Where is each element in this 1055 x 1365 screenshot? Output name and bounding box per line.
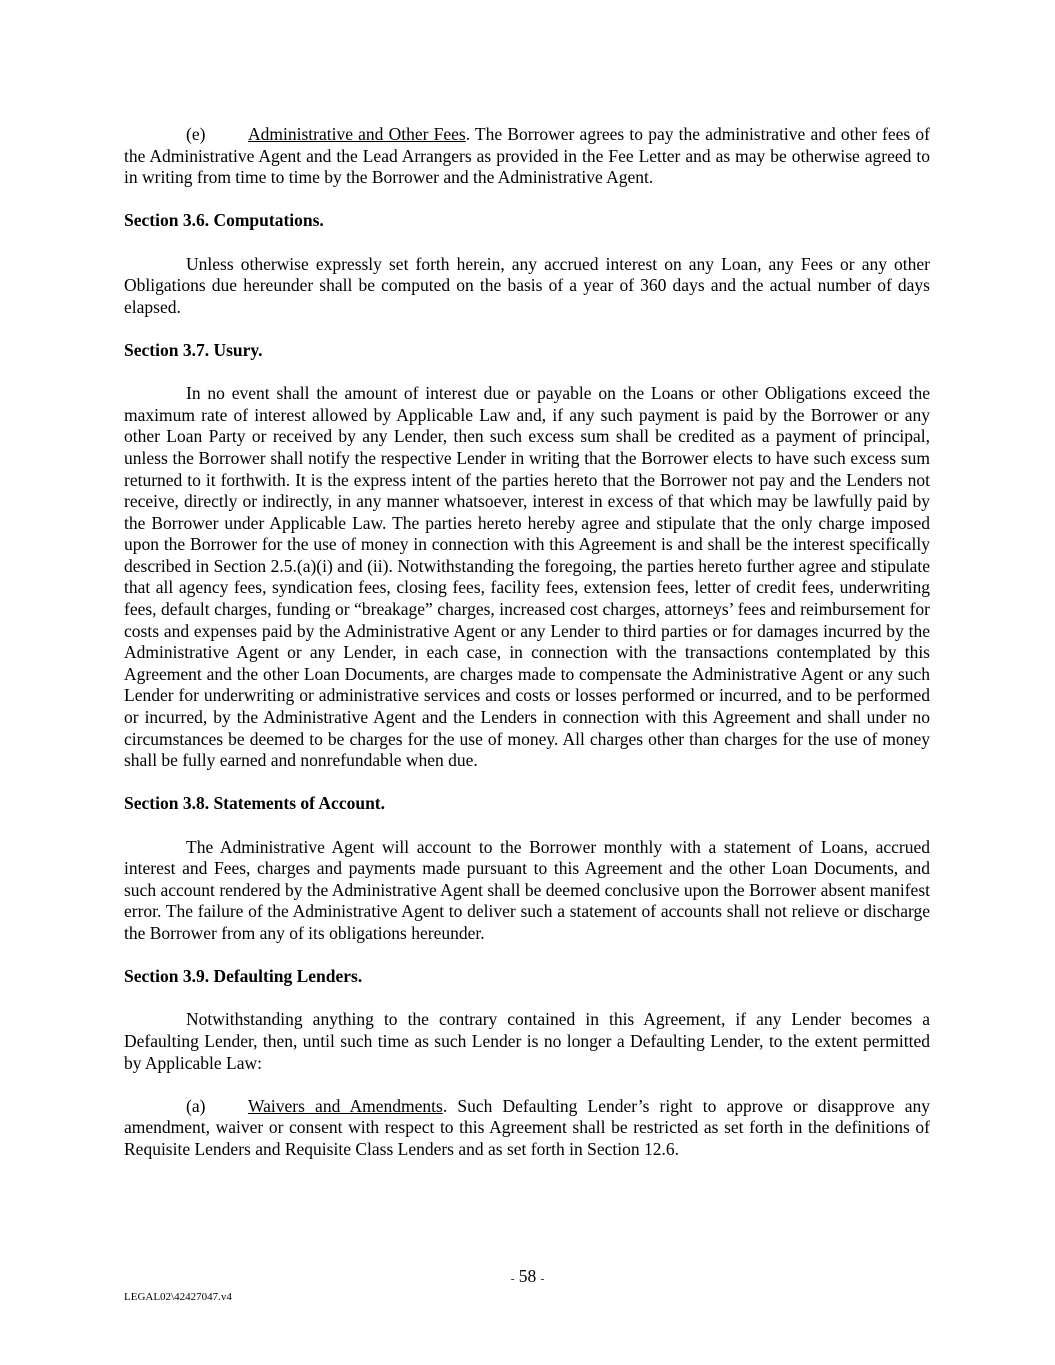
paragraph-a-label: (a) xyxy=(186,1095,206,1116)
page-number-value: 58 xyxy=(518,1266,537,1286)
paragraph-e xyxy=(124,124,930,189)
paragraph-e-title: Administrative and Other Fees xyxy=(248,124,466,144)
page-number-dash-left: - xyxy=(510,1273,515,1285)
paragraph-a-text: . Such Defaulting Lender’s right to approve or disapprove any amendment, waiver or consent with respect to this Agreement shall be restricted as set forth in the definitions of Requisite Lenders and Requisite Class Lenders and as set forth in Section 12.6. xyxy=(124,1095,930,1159)
section-3-7-body: In no event shall the amount of interest due or payable on the Loans or other Obligations exceed the maximum rate of interest allowed by Applicable Law and, if any such payment is paid by the Borrower or any other Loan Party or received by any Lender, then such excess sum shall be credited as a payment of principal, unless the Borrower shall notify the respective Lender in writing that the Borrower elects to have such excess sum returned to it forthwith. It is the express intent of the parties hereto that the Borrower not pay and the Lenders not receive, directly or indirectly, in any manner whatsoever, interest in excess of that which may be lawfully paid by the Borrower under Applicable Law. The parties hereto hereby agree and stipulate that the only charge imposed upon the Borrower for the use of money in connection with this Agreement is and shall be the interest specifically described in Section 2.5.(a)(i) and (ii). Notwithstanding the foregoing, the parties hereto further agree and stipulate that all agency fees, syndication fees, closing fees, facility fees, extension fees, letter of credit fees, underwriting fees, default charges, funding or “breakage” charges, increased cost charges, attorneys’ fees and reimbursement for costs and expenses paid by the Administrative Agent or any Lender to third parties or for damages incurred by the Administrative Agent or any Lender, in each case, in connection with the transactions contemplated by this Agreement and the other Loan Documents, are charges made to compensate the Administrative Agent or any such Lender for underwriting or administrative services and costs or losses performed or incurred, and to be performed or incurred, by the Administrative Agent and the Lenders in connection with this Agreement and shall under no circumstances be deemed to be charges for the use of money. All charges other than charges for the use of money shall be fully earned and nonrefundable when due. xyxy=(124,383,930,771)
document-page xyxy=(124,124,930,1161)
document-id: LEGAL02\42427047.v4 xyxy=(124,1291,232,1303)
paragraph-e-label: (e) xyxy=(186,124,206,144)
section-3-9-heading: Section 3.9. Defaulting Lenders. xyxy=(124,966,363,987)
page-number xyxy=(0,1266,1055,1289)
paragraph-a xyxy=(124,1096,930,1161)
page-number-dash-right: - xyxy=(540,1273,545,1285)
section-3-6-heading: Section 3.6. Computations. xyxy=(124,210,324,231)
section-3-9-body: Notwithstanding anything to the contrary contained in this Agreement, if any Lender becomes a Defaulting Lender, then, until such time as such Lender is no longer a Defaulting Lender, to the extent permitted by Applicable Law: xyxy=(124,1009,930,1073)
paragraph-a-title: Waivers and Amendments xyxy=(248,1095,443,1116)
section-3-6-body: Unless otherwise expressly set forth herein, any accrued interest on any Loan, any Fees or any other Obligations due hereunder shall be computed on the basis of a year of 360 days and the actual number of days elapsed. xyxy=(124,253,930,317)
paragraph-e-text: . The Borrower agrees to pay the administrative and other fees of the Administrative Agent and the Lead Arrangers as provided in the Fee Letter and as may be otherwise agreed to in writing from time to time by the Borrower and the Administrative Agent. xyxy=(124,124,930,188)
section-3-8-heading: Section 3.8. Statements of Account. xyxy=(124,793,386,814)
section-3-7-heading: Section 3.7. Usury. xyxy=(124,339,263,360)
section-3-8-body: The Administrative Agent will account to the Borrower monthly with a statement of Loans, accrued interest and Fees, charges and payments made pursuant to this Agreement and the other Loan Documents, and such account rendered by the Administrative Agent shall be deemed conclusive upon the Borrower absent manifest error. The failure of the Administrative Agent to deliver such a statement of accounts shall not relieve or discharge the Borrower from any of its obligations hereunder. xyxy=(124,836,930,943)
